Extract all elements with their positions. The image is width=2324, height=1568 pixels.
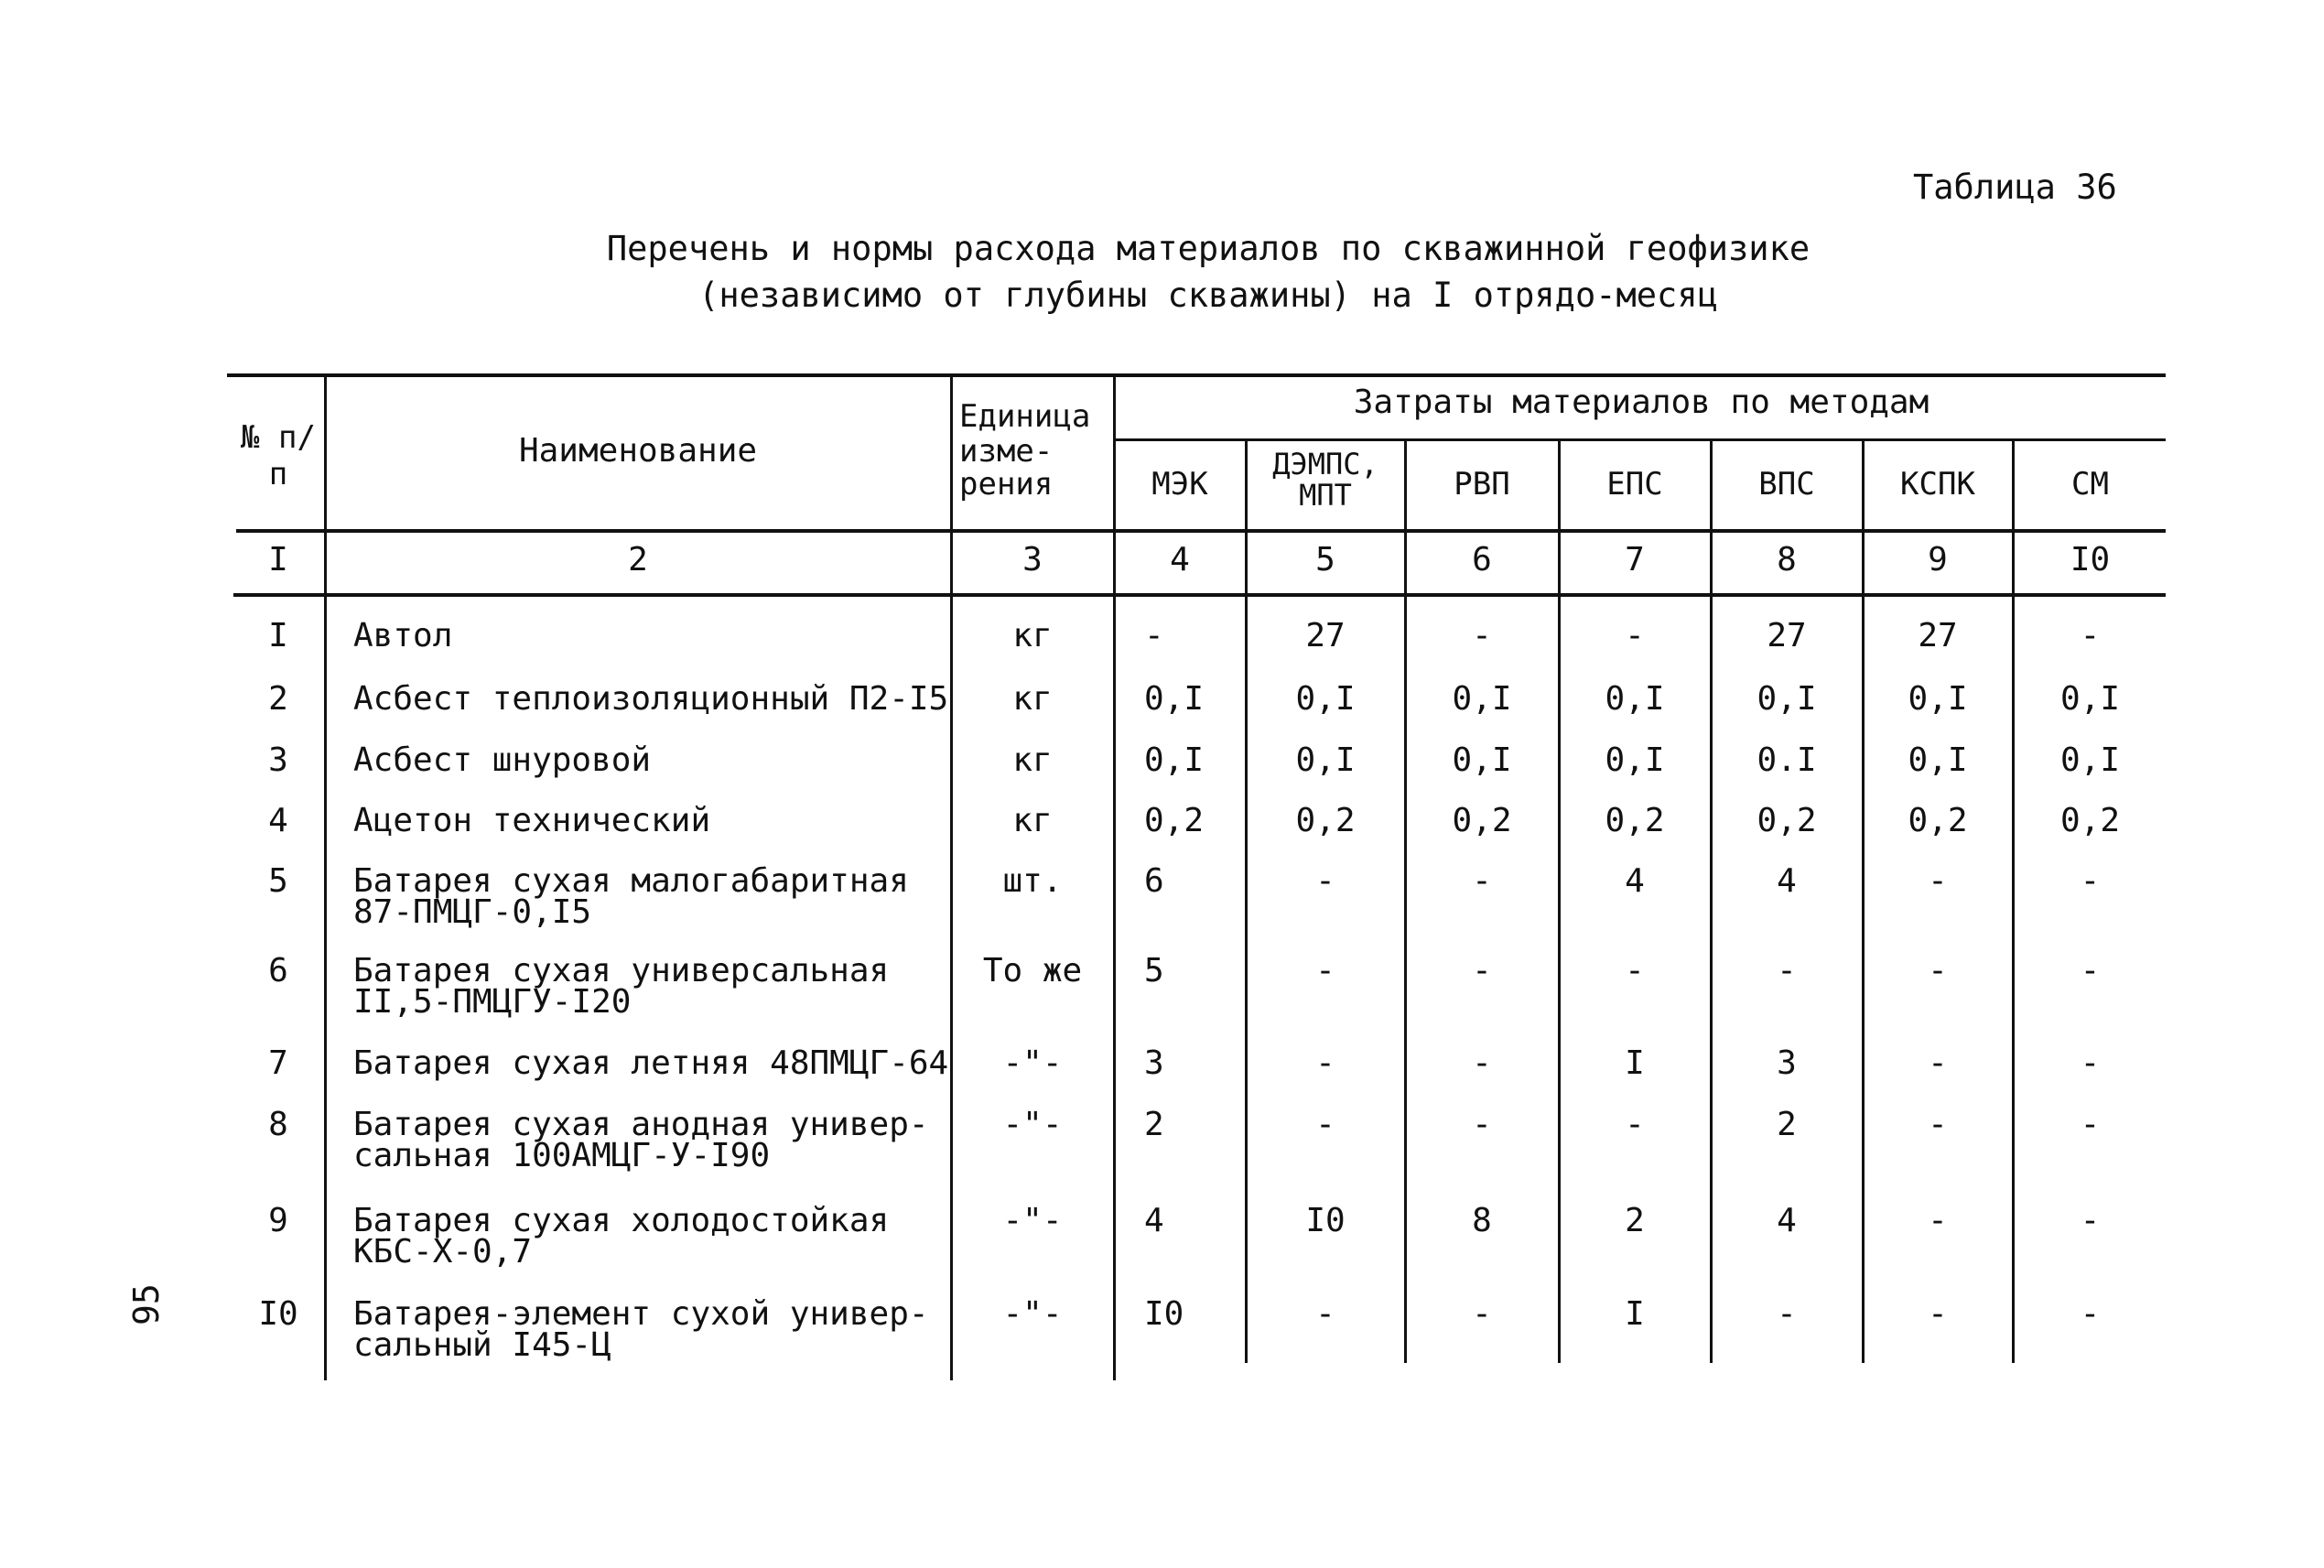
method-value: 0,2 <box>1452 802 1512 839</box>
divider-num-name <box>324 373 327 1380</box>
header-methods-group: Затраты материалов по методам <box>1353 384 1929 421</box>
unit-of-measure: -"- <box>1002 1106 1063 1143</box>
material-name: Асбест шнуровой <box>353 741 652 779</box>
row-number: I <box>268 617 288 654</box>
row-number: 7 <box>268 1044 288 1082</box>
material-name: Автол <box>353 617 453 654</box>
material-name: Асбест теплоизоляционный П2-I5 <box>353 680 949 718</box>
method-value: 5 <box>1144 952 1164 989</box>
column-number: 2 <box>628 541 648 579</box>
method-value: - <box>1472 617 1492 654</box>
unit-of-measure: кг <box>1012 741 1053 779</box>
method-value: 0,2 <box>1295 802 1356 839</box>
method-value: - <box>1928 1202 1948 1239</box>
header-method-mek: МЭК <box>1151 466 1208 503</box>
material-name: Ацетон технический <box>353 802 711 839</box>
material-name: сальная 100АМЦГ-У-I90 <box>353 1137 771 1174</box>
method-value: - <box>1928 1295 1948 1333</box>
column-number: 3 <box>1022 541 1043 579</box>
method-value: - <box>2080 1044 2101 1082</box>
method-value: 27 <box>1305 617 1346 654</box>
unit-of-measure: То же <box>982 952 1083 989</box>
column-number: 8 <box>1777 541 1797 579</box>
method-value: - <box>1472 1295 1492 1333</box>
page-number: 95 <box>126 1283 167 1325</box>
method-value: 0,I <box>1757 680 1817 718</box>
method-value: - <box>1144 617 1164 654</box>
method-value: - <box>2080 617 2101 654</box>
method-value: I0 <box>1305 1202 1346 1239</box>
material-name: Батарея сухая холодостойкая <box>353 1202 890 1239</box>
header-bottom-rule <box>236 529 2166 533</box>
method-value: 0,I <box>1452 741 1512 779</box>
method-value: 27 <box>1767 617 1807 654</box>
table-title-line-2: (независимо от глубины скважины) на I отрядо-месяц <box>698 276 1718 315</box>
method-value: 0,I <box>2059 741 2121 779</box>
material-name: сальный I45-Ц <box>353 1326 611 1364</box>
material-name: Батарея сухая малогабаритная <box>353 862 909 900</box>
unit-of-measure: кг <box>1012 617 1053 654</box>
column-number: 7 <box>1625 541 1645 579</box>
method-value: 4 <box>1777 862 1797 900</box>
method-value: 4 <box>1144 1202 1164 1239</box>
method-value: 0,2 <box>1757 802 1817 839</box>
row-number: 5 <box>268 862 288 900</box>
method-value: 0,2 <box>1605 802 1665 839</box>
method-value: - <box>1472 1044 1492 1082</box>
header-method-rvp: РВП <box>1454 466 1510 503</box>
header-method-kspk: КСПК <box>1900 466 1975 503</box>
method-value: 0,I <box>2059 680 2121 718</box>
methods-header-rule <box>1115 438 2166 441</box>
method-value: 0,2 <box>1908 802 1968 839</box>
method-value: - <box>2080 1295 2101 1333</box>
method-value: 0,I <box>1144 680 1205 718</box>
header-unit-line-2: изме- <box>959 433 1054 470</box>
method-value: 0,I <box>1605 741 1665 779</box>
method-value: - <box>2080 862 2101 900</box>
method-value: - <box>1625 1106 1645 1143</box>
method-value: 0,I <box>1605 680 1665 718</box>
method-value: - <box>2080 952 2101 989</box>
column-number: 6 <box>1472 541 1492 579</box>
method-value: - <box>1315 952 1335 989</box>
method-value: - <box>2080 1202 2101 1239</box>
method-value: 0,I <box>1295 741 1356 779</box>
material-name: 87-ПМЦГ-0,I5 <box>353 893 592 931</box>
method-value: 4 <box>1777 1202 1797 1239</box>
material-name: КБС-Х-0,7 <box>353 1233 533 1271</box>
column-number: I0 <box>2070 541 2111 579</box>
row-number: 8 <box>268 1106 288 1143</box>
material-name: Батарея-элемент сухой универ- <box>353 1295 929 1333</box>
method-value: 0,2 <box>2059 802 2121 839</box>
method-value: I0 <box>1144 1295 1184 1333</box>
method-value: 0.I <box>1757 741 1817 779</box>
column-number: 4 <box>1170 541 1190 579</box>
method-value: 3 <box>1144 1044 1164 1082</box>
method-value: - <box>1625 952 1645 989</box>
unit-of-measure: -"- <box>1002 1044 1063 1082</box>
method-value: - <box>1472 952 1492 989</box>
unit-of-measure: шт. <box>1002 862 1063 900</box>
method-value: 2 <box>1144 1106 1164 1143</box>
header-method-eps: ЕПС <box>1606 466 1663 503</box>
method-value: 4 <box>1625 862 1645 900</box>
row-number: 2 <box>268 680 288 718</box>
row-number: 3 <box>268 741 288 779</box>
method-value: 2 <box>1625 1202 1645 1239</box>
method-value: - <box>1777 1295 1797 1333</box>
method-value: - <box>1777 952 1797 989</box>
method-value: 0,I <box>1452 680 1512 718</box>
header-method-sm: СМ <box>2071 466 2109 503</box>
method-value: - <box>1315 1295 1335 1333</box>
divider-method-1 <box>1245 438 1248 1363</box>
unit-of-measure: -"- <box>1002 1202 1063 1239</box>
column-number: 5 <box>1315 541 1335 579</box>
method-value: I <box>1625 1295 1645 1333</box>
unit-of-measure: кг <box>1012 680 1053 718</box>
column-numbers-bottom-rule <box>233 593 2166 597</box>
table-title-line-1: Перечень и нормы расхода материалов по скважинной геофизике <box>606 229 1811 268</box>
method-value: 8 <box>1472 1202 1492 1239</box>
method-value: 6 <box>1144 862 1164 900</box>
header-method-dempes: ДЭМПС, МПТ <box>1272 447 1378 513</box>
row-number: 4 <box>268 802 288 839</box>
method-value: - <box>1928 862 1948 900</box>
column-number: I <box>268 541 288 579</box>
method-value: - <box>1928 1044 1948 1082</box>
method-value: - <box>1315 1106 1335 1143</box>
row-number: 9 <box>268 1202 288 1239</box>
method-value: - <box>1928 952 1948 989</box>
header-name: Наименование <box>518 432 758 470</box>
material-name: II,5-ПМЦГУ-I20 <box>353 983 632 1021</box>
table-top-rule <box>227 373 2166 377</box>
method-value: 27 <box>1918 617 1958 654</box>
method-value: 0,I <box>1908 680 1968 718</box>
method-value: 0,I <box>1295 680 1356 718</box>
method-value: - <box>1472 862 1492 900</box>
header-unit-line-1: Единица <box>959 398 1091 435</box>
row-number: I0 <box>258 1295 298 1333</box>
method-value: - <box>1472 1106 1492 1143</box>
column-number: 9 <box>1928 541 1948 579</box>
divider-unit-methods <box>1113 373 1116 1380</box>
method-value: I <box>1625 1044 1645 1082</box>
header-unit-line-3: рения <box>959 466 1054 503</box>
method-value: - <box>1928 1106 1948 1143</box>
material-name: Батарея сухая анодная универ- <box>353 1106 929 1143</box>
row-number: 6 <box>268 952 288 989</box>
method-value: - <box>2080 1106 2101 1143</box>
method-value: 2 <box>1777 1106 1797 1143</box>
table-label: Таблица 36 <box>1913 168 2117 207</box>
material-name: Батарея сухая универсальная <box>353 952 890 989</box>
unit-of-measure: -"- <box>1002 1295 1063 1333</box>
method-value: 3 <box>1777 1044 1797 1082</box>
method-value: 0,2 <box>1144 802 1205 839</box>
method-value: - <box>1625 617 1645 654</box>
unit-of-measure: кг <box>1012 802 1053 839</box>
method-value: - <box>1315 862 1335 900</box>
header-method-vps: ВПС <box>1758 466 1815 503</box>
header-num: № п/п <box>241 419 316 492</box>
method-value: - <box>1315 1044 1335 1082</box>
material-name: Батарея сухая летняя 48ПМЦГ-64 <box>353 1044 949 1082</box>
method-value: 0,I <box>1144 741 1205 779</box>
method-value: 0,I <box>1908 741 1968 779</box>
